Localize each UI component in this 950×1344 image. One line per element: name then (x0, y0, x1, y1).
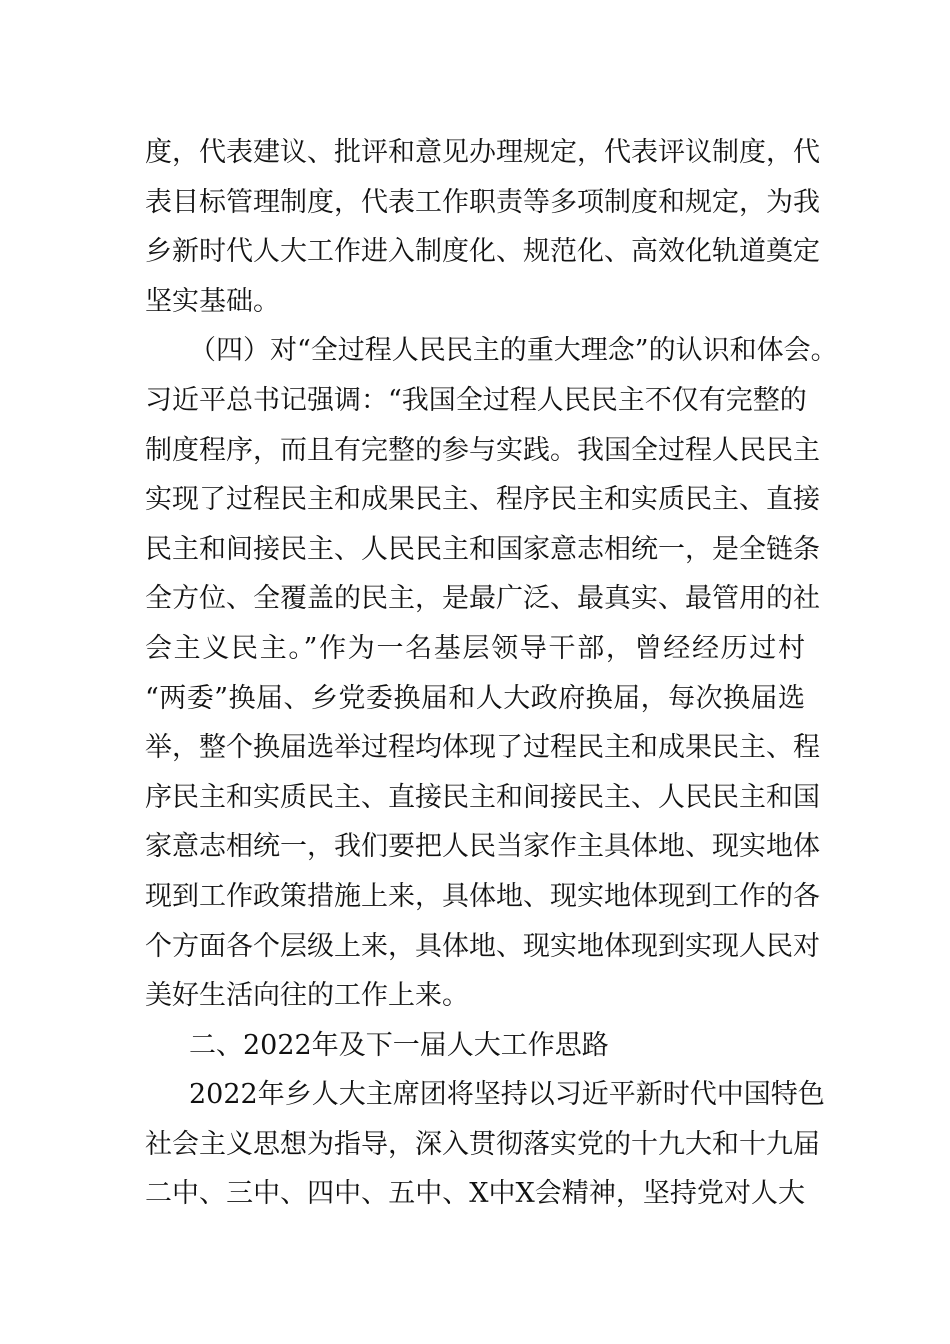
text-line: 实现了过程民主和成果民主、程序民主和实质民主、直接 (145, 484, 820, 516)
text-line: 社会主义思想为指导，深入贯彻落实党的十九大和十九届 (145, 1128, 820, 1160)
text-line: 现到工作政策措施上来，具体地、现实地体现到工作的各 (145, 880, 820, 912)
text-line: 二中、三中、四中、五中、X中X会精神，坚持党对人大 (145, 1178, 805, 1210)
text-line: 美好生活向往的工作上来。 (145, 980, 469, 1012)
paragraph-first-line: 2022年乡人大主席团将坚持以习近平新时代中国特色 (189, 1079, 825, 1111)
text-line: 个方面各个层级上来，具体地、现实地体现到实现人民对 (145, 930, 820, 962)
text-line: 会主义民主。”作为一名基层领导干部，曾经经历过村 (145, 632, 805, 664)
text-line: 习近平总书记强调：“我国全过程人民民主不仅有完整的 (145, 384, 807, 416)
text-line: 全方位、全覆盖的民主，是最广泛、最真实、最管用的社 (145, 583, 820, 615)
text-line: 家意志相统一，我们要把人民当家作主具体地、现实地体 (145, 831, 820, 863)
text-line: 坚实基础。 (145, 285, 280, 317)
section-heading: （四）对“全过程人民民主的重大理念”的认识和体会。 (189, 335, 838, 367)
text-line: 度，代表建议、批评和意见办理规定，代表评议制度，代 (145, 137, 820, 168)
text-line: 举，整个换届选举过程均体现了过程民主和成果民主、程 (145, 732, 820, 764)
text-line: 序民主和实质民主、直接民主和间接民主、人民民主和国 (145, 781, 820, 813)
text-line: 乡新时代人大工作进入制度化、规范化、高效化轨道奠定 (145, 236, 820, 268)
text-line: 民主和间接民主、人民民主和国家意志相统一，是全链条 (145, 533, 820, 565)
text-line: 制度程序，而且有完整的参与实践。我国全过程人民民主 (145, 434, 820, 466)
text-line: 表目标管理制度，代表工作职责等多项制度和规定，为我 (145, 186, 820, 218)
section-heading: 二、2022年及下一届人大工作思路 (189, 1029, 609, 1061)
document-body (145, 128, 838, 1219)
text-line: “两委”换届、乡党委换届和人大政府换届，每次换届选 (145, 682, 805, 714)
